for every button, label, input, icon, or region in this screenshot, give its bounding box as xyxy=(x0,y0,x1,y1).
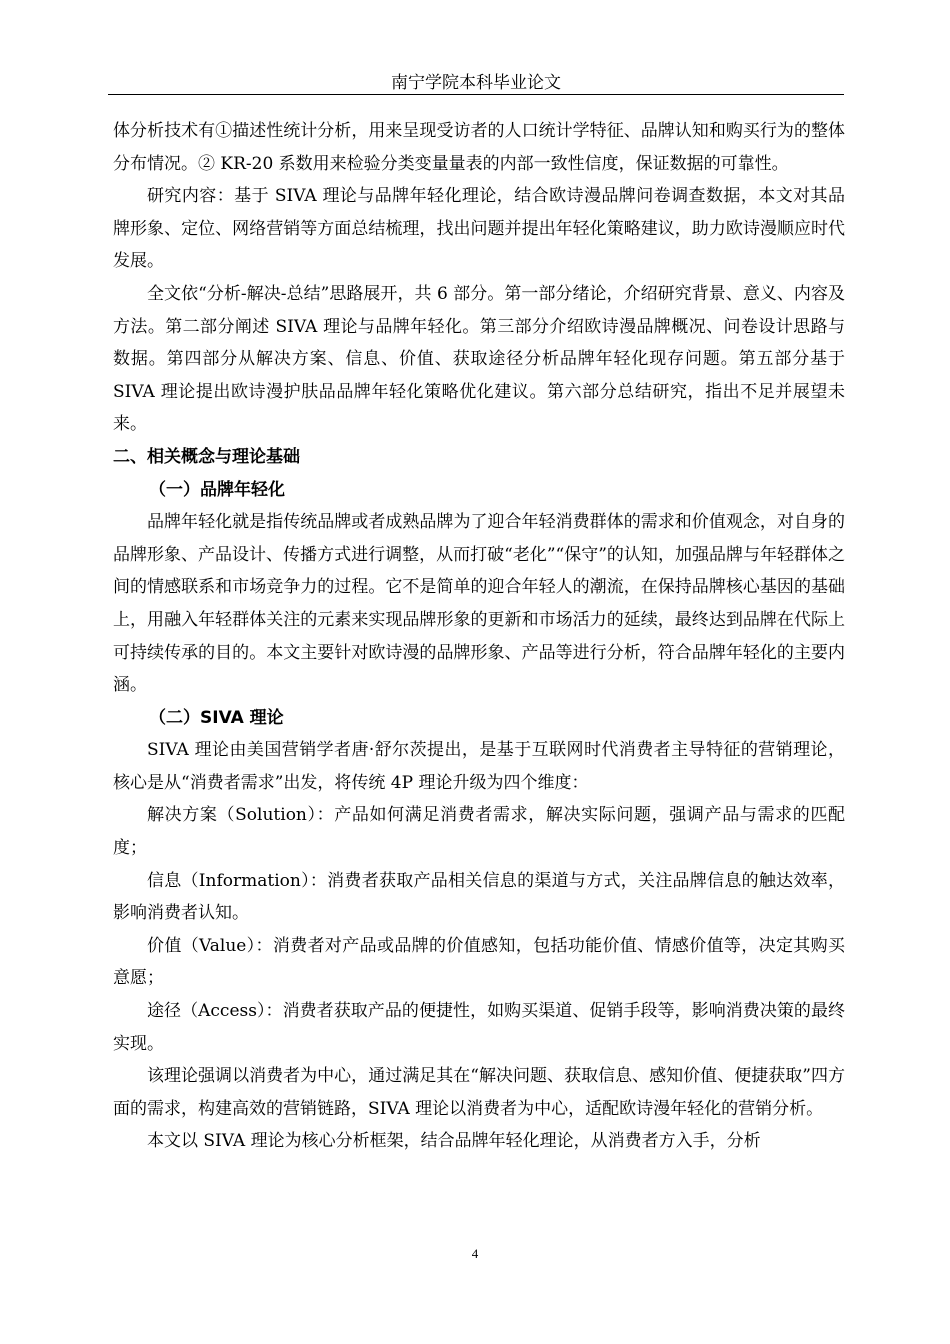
paragraph-framework: 本文以 SIVA 理论为核心分析框架，结合品牌年轻化理论，从消费者方入手，分析 xyxy=(147,1131,761,1152)
paragraph-structure: 全文依“分析-解决-总结”思路展开，共 6 部分。第一部分绪论，介绍研究背景、意义、内容及方法。第二部分阐述 SIVA 理论与品牌年轻化。第三部分介绍欧诗漫品牌概况、问卷设计思路与数据。第四部分从解决方案、信息、价值、获取途径分析品牌年轻化现存问题。第五部分基于 SIVA 理论提出欧诗漫护肤品品牌年轻化策略优化建议。第六部分总结研究，指出不足并展望未来。 xyxy=(113,283,845,435)
running-header: 南宁学院本科毕业论文 xyxy=(391,73,561,93)
paragraph-siva-intro: SIVA 理论由美国营销学者唐·舒尔茨提出，是基于互联网时代消费者主导特征的营销理论，核心是从“消费者需求”出发，将传统 4P 理论升级为四个维度： xyxy=(113,740,845,793)
paragraph-information: 信息（Information）：消费者获取产品相关信息的渠道与方式，关注品牌信息的触达效率，影响消费者认知。 xyxy=(113,870,845,924)
paragraph-research-content: 研究内容：基于 SIVA 理论与品牌年轻化理论，结合欧诗漫品牌问卷调查数据，本文对其品牌形象、定位、网络营销等方面总结梳理，找出问题并提出年轻化策略建议，助力欧诗漫顺应时代发展。 xyxy=(113,186,845,272)
paragraph-analysis-methods: 体分析技术有①描述性统计分析，用来呈现受访者的人口统计学特征、品牌认知和购买行为的整体分布情况。② KR-20 系数用来检验分类变量量表的内部一致性信度，保证数据的可靠性。 xyxy=(113,121,845,174)
paragraph-solution: 解决方案（Solution）：产品如何满足消费者需求，解决实际问题，强调产品与需求的匹配度； xyxy=(113,805,845,859)
subsection-heading-brand-rejuvenation: （一）品牌年轻化 xyxy=(149,479,285,500)
paragraph-value: 价值（Value）：消费者对产品或品牌的价值感知，包括功能价值、情感价值等，决定其购买意愿； xyxy=(113,935,845,989)
paragraph-siva-summary: 该理论强调以消费者为中心，通过满足其在“解决问题、获取信息、感知价值、便捷获取”四方面的需求，构建高效的营销链路，SIVA 理论以消费者为中心，适配欧诗漫年轻化的营销分析。 xyxy=(113,1066,845,1119)
section-heading: 二、相关概念与理论基础 xyxy=(113,446,300,467)
page-number: 4 xyxy=(471,1246,479,1261)
header-rule xyxy=(108,94,844,95)
paragraph-brand-rejuvenation: 品牌年轻化就是指传统品牌或者成熟品牌为了迎合年轻消费群体的需求和价值观念，对自身的品牌形象、产品设计、传播方式进行调整，从而打破“老化”“保守”的认知，加强品牌与年轻群体之间的情感联系和市场竞争力的过程。它不是简单的迎合年轻人的潮流，在保持品牌核心基因的基础上，用融入年轻群体关注的元素来实现品牌形象的更新和市场活力的延续，最终达到品牌在代际上可持续传承的目的。本文主要针对欧诗漫的品牌形象、产品等进行分析，符合品牌年轻化的主要内涵。 xyxy=(113,512,845,696)
body-text xyxy=(113,115,845,1158)
paragraph-access: 途径（Access）：消费者获取产品的便捷性，如购买渠道、促销手段等，影响消费决策的最终实现。 xyxy=(113,1001,845,1054)
subsection-heading-siva: （二）SIVA 理论 xyxy=(149,707,284,728)
